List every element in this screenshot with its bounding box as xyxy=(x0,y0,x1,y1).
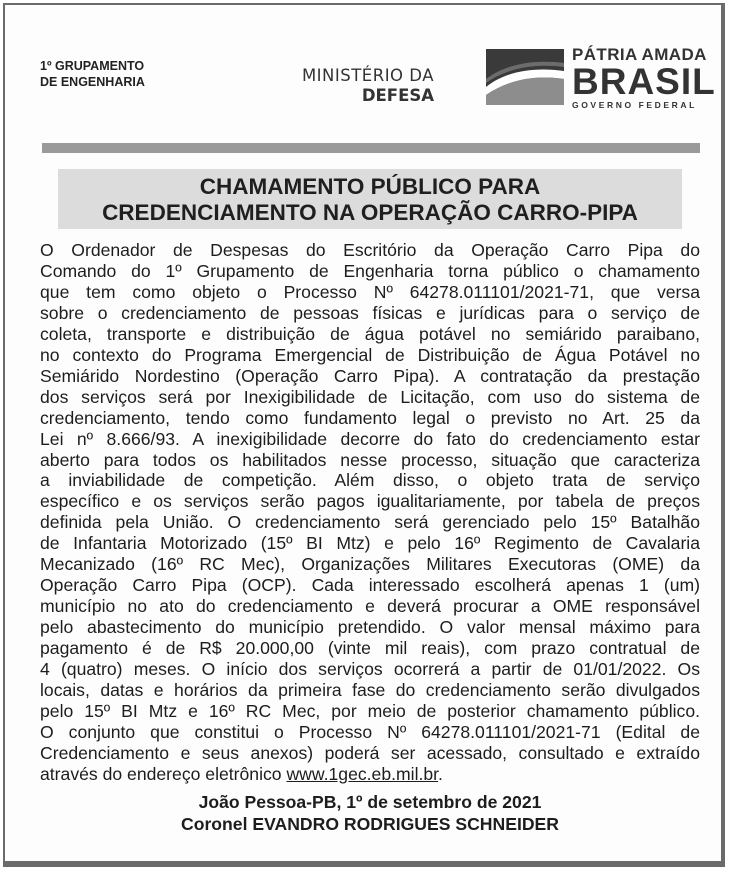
body-line: locais, datas e horários da primeira fase do credenciamento serão divulgados xyxy=(40,680,700,701)
body-line: Lei nº 8.666/93. A inexigibilidade decorre do fato do credenciamento estar xyxy=(40,428,700,449)
header-divider xyxy=(42,143,700,153)
body-line: no contexto do Programa Emergencial de Distribuição de Água Potável no xyxy=(40,344,700,365)
signature-block xyxy=(40,791,700,835)
body-last-line xyxy=(40,764,700,785)
org-line-2: DE ENGENHARIA xyxy=(40,75,145,89)
notice-body xyxy=(40,240,700,785)
body-last-line-prefix: através do endereço eletrônico xyxy=(40,763,287,784)
body-line: de Infantaria Motorizado (15º BI Mtz) e pelo 16º Regimento de Cavalaria xyxy=(40,533,700,554)
notice-title xyxy=(58,169,682,229)
signature-name: Coronel EVANDRO RODRIGUES SCHNEIDER xyxy=(181,814,559,834)
ministry-line-2: DEFESA xyxy=(361,86,434,105)
body-line: que tem como objeto o Processo Nº 64278.011101/2021-71, que versa xyxy=(40,281,700,302)
logo-line-2: BRASIL xyxy=(572,61,716,102)
body-line: O Ordenador de Despesas do Escritório da Operação Carro Pipa do xyxy=(40,240,700,260)
ministry-name xyxy=(278,66,434,106)
org-name xyxy=(40,58,145,90)
body-line: Credenciamento e seus anexos) poderá ser acessado, consultado e extraído xyxy=(40,742,700,763)
body-line: Operação Carro Pipa (OCP). Cada interessado escolherá apenas 1 (um) xyxy=(40,575,700,596)
body-line: credenciamento, tendo como fundamento legal o previsto no Art. 25 da xyxy=(40,407,700,428)
body-line: pelo 15º BI Mtz e 16º RC Mec, por meio de posterior chamamento público. xyxy=(40,700,700,721)
government-logo-icon xyxy=(486,49,564,105)
website-link[interactable]: www.1gec.eb.mil.br xyxy=(286,763,439,784)
body-line: O conjunto que constitui o Processo Nº 64278.011101/2021-71 (Edital de xyxy=(40,721,700,742)
body-line: a inviabilidade de competição. Além disso, o objeto trata de serviço xyxy=(40,470,700,491)
body-line: Mecanizado (16º RC Mec), Organizações Militares Executoras (OME) da xyxy=(40,554,700,575)
title-line-1: CHAMAMENTO PÚBLICO PARA xyxy=(199,174,541,199)
body-line: Comando do 1º Grupamento de Engenharia torna público o chamamento xyxy=(40,260,700,281)
body-line: município no ato do credenciamento e deverá procurar a OME responsável xyxy=(40,596,700,617)
body-line: específico e os serviços serão pagos igualitariamente, por tabela de preços xyxy=(40,491,700,512)
ministry-line-1: MINISTÉRIO DA xyxy=(301,66,434,85)
body-line: sobre o credenciamento de pessoas físicas e jurídicas para o serviço de xyxy=(40,302,700,323)
body-line: coleta, transporte e distribuição de água potável no semiárido paraibano, xyxy=(40,323,700,344)
logo-line-3: GOVERNO FEDERAL xyxy=(572,100,697,110)
body-line: Semiárido Nordestino (Operação Carro Pipa). A contratação da prestação xyxy=(40,365,700,386)
title-line-2: CREDENCIAMENTO NA OPERAÇÃO CARRO-PIPA xyxy=(102,200,638,225)
body-line: dos serviços será por Inexigibilidade de Licitação, com uso do sistema de xyxy=(40,386,700,407)
body-line: pelo abastecimento do município pretendido. O valor mensal máximo para xyxy=(40,617,700,638)
body-line: aberto para todos os habilitados nesse processo, situação que caracteriza xyxy=(40,449,700,470)
body-last-line-suffix: . xyxy=(438,763,443,784)
org-line-1: 1º GRUPAMENTO xyxy=(40,59,145,73)
body-line: definida pela União. O credenciamento será gerenciado pelo 15º Batalhão xyxy=(40,512,700,533)
logo-wordmark xyxy=(572,46,716,111)
body-line: pagamento é de R$ 20.000,00 (vinte mil reais), com prazo contratual de xyxy=(40,638,700,659)
signature-place-date: João Pessoa-PB, 1º de setembro de 2021 xyxy=(198,792,542,812)
body-line: 4 (quatro) meses. O início dos serviços ocorrerá a partir de 01/01/2022. Os xyxy=(40,659,700,680)
logo-line-1: PÁTRIA AMADA xyxy=(572,45,707,64)
